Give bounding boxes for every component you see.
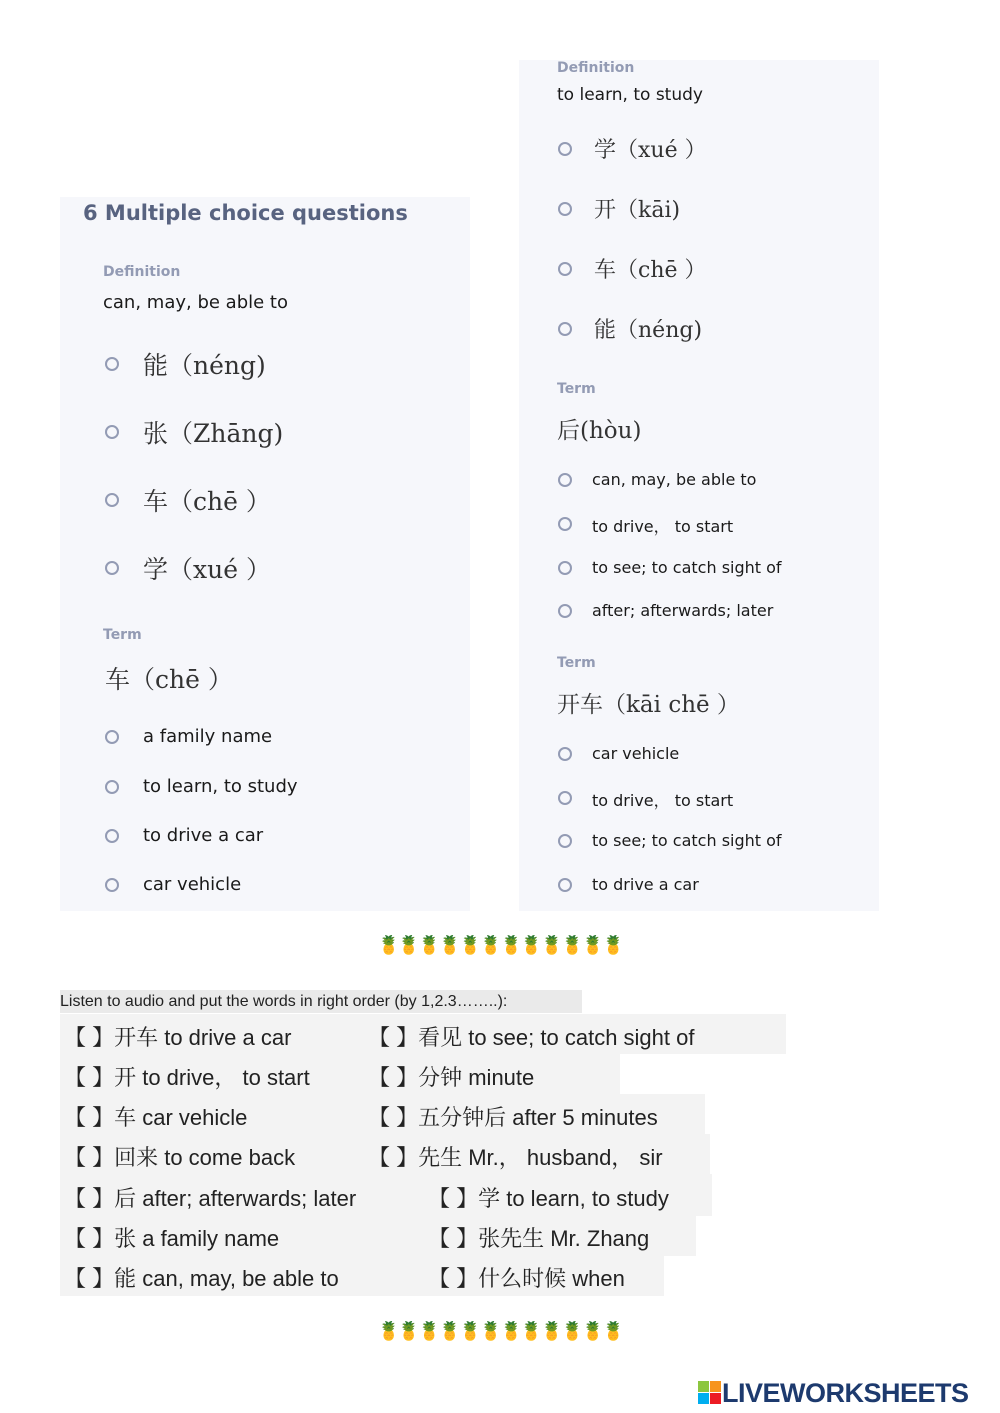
- option-label: 张（Zhāng): [143, 419, 284, 448]
- ordering-instruction: Listen to audio and put the words in right order (by 1,2.3……..):: [60, 990, 582, 1013]
- q5-label: Term: [557, 655, 596, 671]
- order-item[interactable]: 【 】先生 Mr.， husband， sir: [368, 1145, 663, 1170]
- option-label: 学（xué ）: [594, 138, 707, 163]
- option-label: to drive a car: [592, 875, 699, 894]
- radio-button[interactable]: [558, 791, 572, 805]
- q3-label: Definition: [557, 60, 635, 76]
- order-item[interactable]: 【 】车 car vehicle: [64, 1105, 248, 1130]
- option-label: 车（chē ）: [594, 258, 707, 283]
- order-item[interactable]: 【 】后 after; afterwards; later: [64, 1186, 357, 1211]
- radio-button[interactable]: [105, 878, 119, 892]
- q4-prompt: 后(hòu): [557, 418, 642, 444]
- option-label: to drive， to start: [592, 791, 734, 810]
- option-label: to drive， to start: [592, 517, 734, 536]
- radio-button[interactable]: [558, 517, 572, 531]
- radio-button[interactable]: [558, 878, 572, 892]
- option-label: can, may, be able to: [592, 470, 757, 489]
- radio-button[interactable]: [558, 561, 572, 575]
- option-label: car vehicle: [143, 874, 242, 895]
- option-label: 车（chē ）: [143, 487, 271, 516]
- radio-button[interactable]: [558, 747, 572, 761]
- q2-prompt: 车（chē ）: [105, 665, 233, 694]
- radio-button[interactable]: [105, 829, 119, 843]
- radio-button[interactable]: [558, 473, 572, 487]
- order-item[interactable]: 【 】张 a family name: [64, 1226, 280, 1251]
- radio-button[interactable]: [105, 493, 119, 507]
- q2-label: Term: [103, 627, 142, 643]
- radio-button[interactable]: [105, 730, 119, 744]
- radio-button[interactable]: [105, 357, 119, 371]
- option-label: 开（kāi): [594, 198, 681, 223]
- logo-text: LIVEWORKSHEETS: [722, 1378, 969, 1408]
- option-label: to learn, to study: [143, 776, 298, 797]
- radio-button[interactable]: [105, 780, 119, 794]
- radio-button[interactable]: [105, 425, 119, 439]
- q3-prompt: to learn, to study: [557, 85, 703, 105]
- option-label: 能（néng): [143, 351, 266, 380]
- quiz-heading: 6 Multiple choice questions: [83, 201, 408, 225]
- order-item[interactable]: 【 】看见 to see; to catch sight of: [368, 1025, 695, 1050]
- radio-button[interactable]: [558, 604, 572, 618]
- radio-button[interactable]: [558, 834, 572, 848]
- option-label: to see; to catch sight of: [592, 558, 782, 577]
- order-item[interactable]: 【 】五分钟后 after 5 minutes: [368, 1105, 658, 1130]
- order-item[interactable]: 【 】张先生 Mr. Zhang: [428, 1226, 650, 1251]
- option-label: a family name: [143, 726, 273, 747]
- option-label: 学（xué ）: [143, 555, 271, 584]
- order-item[interactable]: 【 】分钟 minute: [368, 1065, 535, 1090]
- order-item[interactable]: 【 】什么时候 when: [428, 1266, 625, 1291]
- q5-prompt: 开车（kāi chē ）: [557, 692, 740, 718]
- order-item[interactable]: 【 】开车 to drive a car: [64, 1025, 292, 1050]
- q4-label: Term: [557, 381, 596, 397]
- option-label: 能（néng): [594, 318, 703, 343]
- order-item[interactable]: 【 】开 to drive， to start: [64, 1065, 310, 1090]
- order-item[interactable]: 【 】学 to learn, to study: [428, 1186, 669, 1211]
- q1-label: Definition: [103, 264, 181, 280]
- quiz-panel-left: [60, 197, 470, 911]
- quiz-panel-right: [519, 60, 879, 911]
- radio-button[interactable]: [558, 142, 572, 156]
- pineapple-divider: 🍍🍍🍍🍍🍍🍍🍍🍍🍍🍍🍍🍍: [377, 935, 623, 956]
- logo-icon: [698, 1381, 722, 1405]
- option-label: to drive a car: [143, 825, 264, 846]
- order-item[interactable]: 【 】回来 to come back: [64, 1145, 296, 1170]
- option-label: after; afterwards; later: [592, 601, 774, 620]
- option-label: car vehicle: [592, 744, 680, 763]
- q1-prompt: can, may, be able to: [103, 292, 288, 313]
- pineapple-divider: 🍍🍍🍍🍍🍍🍍🍍🍍🍍🍍🍍🍍: [377, 1321, 623, 1342]
- radio-button[interactable]: [558, 262, 572, 276]
- radio-button[interactable]: [558, 202, 572, 216]
- option-label: to see; to catch sight of: [592, 831, 782, 850]
- radio-button[interactable]: [558, 322, 572, 336]
- radio-button[interactable]: [105, 561, 119, 575]
- order-item[interactable]: 【 】能 can, may, be able to: [64, 1266, 339, 1291]
